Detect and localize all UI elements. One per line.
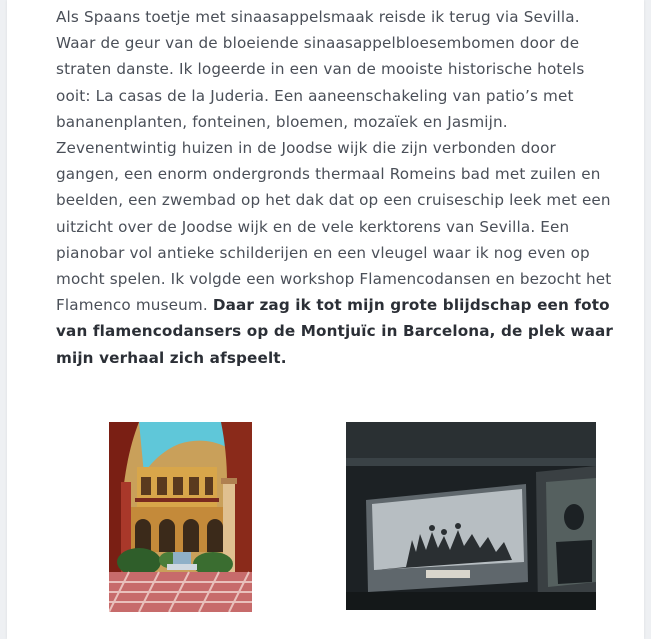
article-text-bold: Daar zag ik tot mijn grote blijdschap een foto van flamencodansers op de Montjuïc in Barcelona, de plek waar mijn verhaal zich afspeelt. bbox=[56, 296, 614, 367]
article-paragraph bbox=[56, 4, 616, 371]
article-text-regular: Als Spaans toetje met sinaasappelsmaak reisde ik terug via Sevilla. Waar de geur van de bloeiende sinaasappelbloesembomen door de straten danste. Ik logeerde in een van de mooiste historische hotels ooit: La casas de la Juderia. Een aaneenschakeling van patio’s met bananenplanten, fonteinen, bloemen, mozaïek en Jasmijn. Zevenentwintig huizen in de Joodse wijk die zijn verbonden door gangen, een enorm ondergronds thermaal Romeins bad met zuilen en beelden, een zwembad op het dak dat op een cruiseschip leek met een uitzicht over de Joodse wijk en de vele kerktorens van Sevilla. Een pianobar vol antieke schilderijen en een vleugel waar ik nog even op mocht spelen. Ik volgde een workshop Flamencodansen en bezocht het Flamenco museum. bbox=[56, 8, 612, 315]
article-page bbox=[7, 0, 644, 639]
patio-photo bbox=[109, 422, 252, 612]
flamenco-museum-photo bbox=[346, 422, 596, 610]
